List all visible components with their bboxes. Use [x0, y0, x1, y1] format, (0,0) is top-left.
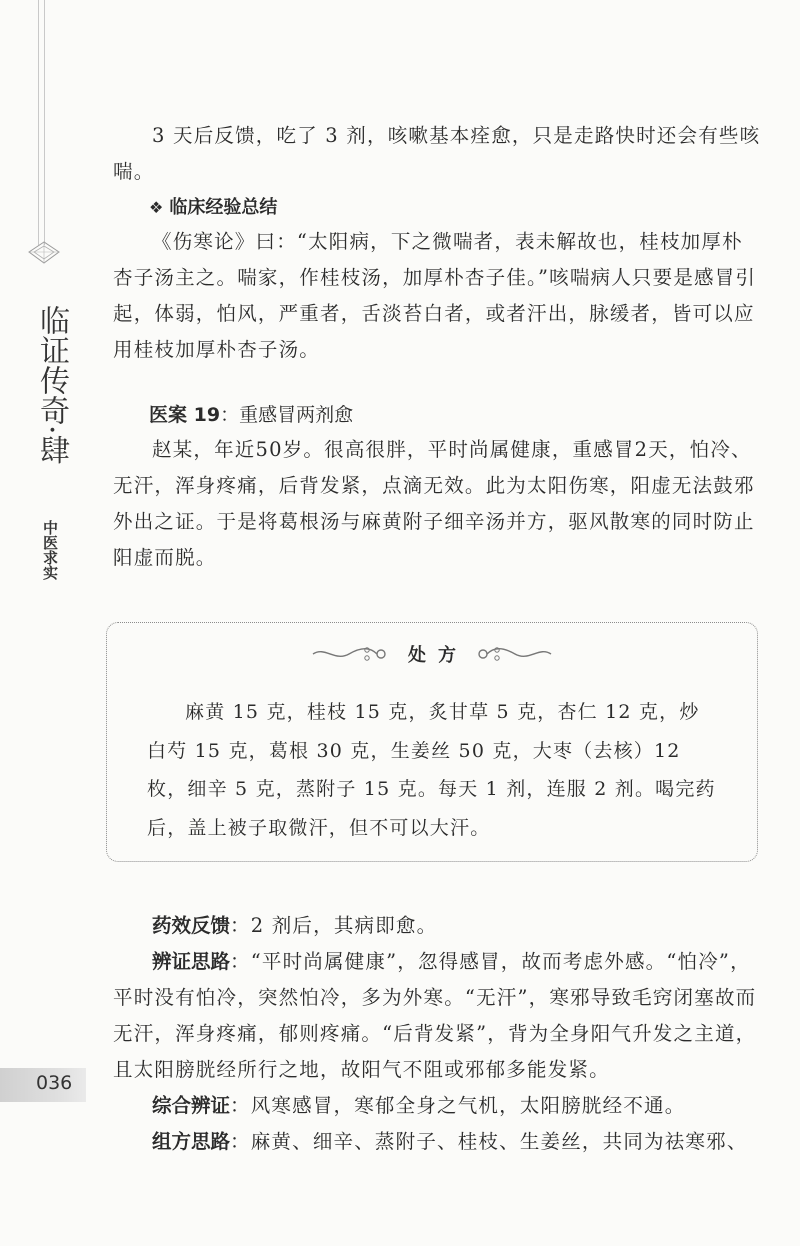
reasoning-label: 辨证思路	[152, 950, 231, 973]
case-paragraph: 赵某，年近50岁。很高很胖，平时尚属健康，重感冒2天，怕冷、无汗，浑身疼痛，后背发紧，点滴无效。此为太阳伤寒，阳虚无法鼓邪外出之证。于是将葛根汤与麻黄附子细辛汤并方，驱风散寒的同时防止阳虚而脱。	[113, 438, 755, 569]
case-title-text: ：重感冒两剂愈	[220, 404, 354, 426]
scroll-ornament-right-icon	[473, 644, 553, 664]
book-title: 临证传奇·肆	[34, 305, 69, 465]
page-number: 036	[36, 1072, 73, 1094]
synthesis-text: ：风寒感冒，寒郁全身之气机，太阳膀胱经不通。	[230, 1094, 686, 1117]
prescription-header	[107, 641, 757, 667]
margin-rule-right	[44, 0, 45, 245]
feedback-label: 药效反馈	[152, 914, 231, 937]
summary-heading	[149, 192, 761, 224]
reasoning-text: ：“平时尚属健康”，忽得感冒，故而考虑外感。“怕冷”，平时没有怕冷，突然怕冷，多为外寒。“无汗”，寒邪导致毛窍闭塞故而无汗，浑身疼痛，郁则疼痛。“后背发紧”，背为全身阳气升发之主道，且太阳膀胱经所行之地，故阳气不阻或邪郁多能发紧。	[113, 950, 757, 1081]
synthesis-paragraph	[113, 1088, 763, 1124]
main-content	[113, 118, 761, 576]
summary-paragraph: 《伤寒论》曰：“太阳病，下之微喘者，表未解故也，桂枝加厚朴杏子汤主之。喘家，作桂枝汤，加厚朴杏子佳。”咳喘病人只要是感冒引起，体弱，怕风，严重者，舌淡苔白者，或者汗出，脉缓者，皆可以应用桂枝加厚朴杏子汤。	[113, 230, 757, 361]
scroll-ornament-left-icon	[311, 644, 391, 664]
book-subtitle: 中医求实	[41, 520, 59, 580]
summary-heading-text: 临床经验总结	[169, 197, 278, 218]
top-paragraph: 3 天后反馈，吃了 3 剂，咳嗽基本痊愈，只是走路快时还会有些咳喘。	[113, 124, 761, 183]
formula-paragraph	[113, 1124, 763, 1160]
margin-rule-left	[38, 0, 39, 245]
reasoning-paragraph	[113, 944, 763, 1088]
formula-text: ：麻黄、细辛、蒸附子、桂枝、生姜丝，共同为祛寒邪、	[230, 1130, 748, 1153]
diamond-bullet-icon: ❖	[149, 198, 164, 217]
fan-ornament-icon	[26, 238, 62, 266]
prescription-text: 麻黄 15 克，桂枝 15 克，炙甘草 5 克，杏仁 12 克，炒白芍 15 克，葛根 30 克，生姜丝 50 克，大枣（去核）12 枚，细辛 5 克，蒸附子 15 克。每天 1 剂，连服 2 剂。喝完药后，盖上被子取微汗，但不可以大汗。	[147, 701, 716, 839]
case-label: 医案 19	[149, 404, 221, 426]
prescription-box	[106, 622, 758, 862]
analysis-section	[113, 908, 763, 1160]
feedback-paragraph	[113, 908, 763, 944]
prescription-title: 处方	[408, 645, 468, 666]
formula-label: 组方思路	[152, 1130, 231, 1153]
case-title	[149, 398, 761, 432]
synthesis-label: 综合辨证	[152, 1094, 231, 1117]
feedback-text: ：2 剂后，其病即愈。	[230, 914, 438, 937]
